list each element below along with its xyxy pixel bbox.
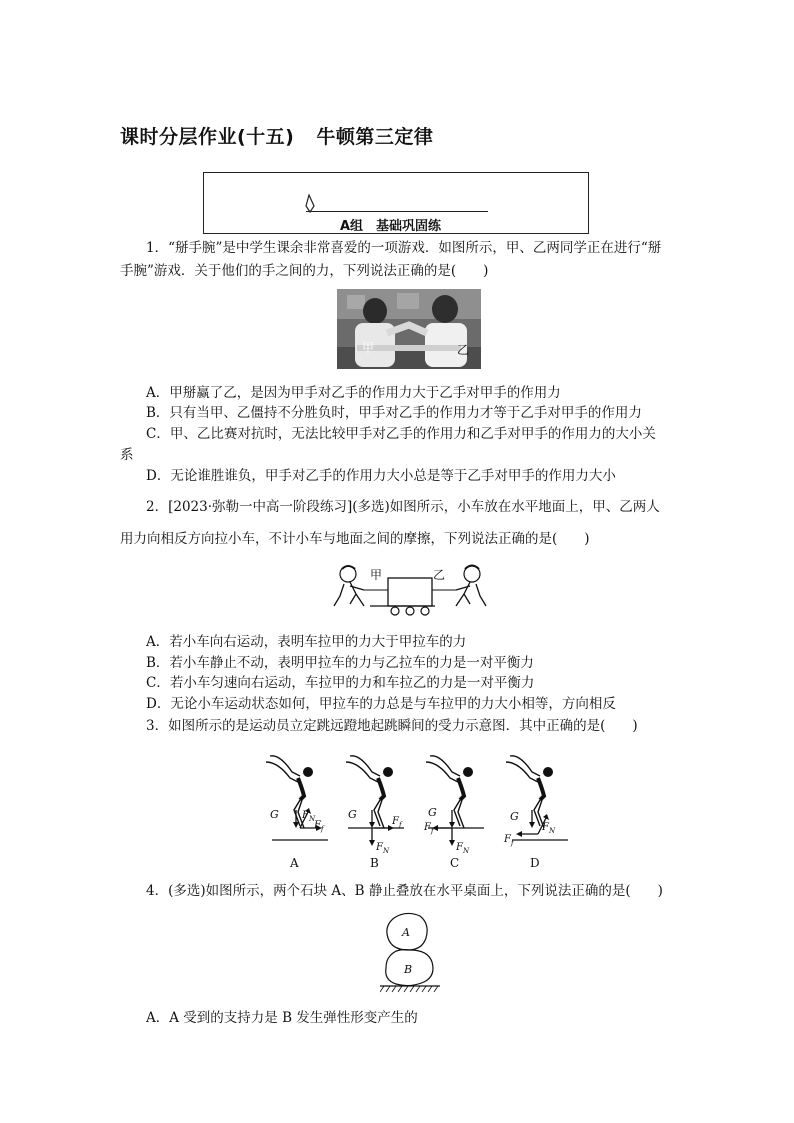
force-ff-d: $F_f$ xyxy=(504,834,514,847)
force-ff-c: $F_f$ xyxy=(424,822,434,835)
title-main: 课时分层作业(十五) xyxy=(120,126,295,148)
q2-option-b: B．若小车静止不动，表明甲拉车的力与乙拉车的力是一对平衡力 xyxy=(146,655,534,671)
force-fn-a: $F_N$ xyxy=(302,810,316,823)
jumper-figure-a xyxy=(262,752,332,872)
photo-label-yi: 乙 xyxy=(457,343,470,357)
cart-wheel-right xyxy=(421,607,429,615)
q3-line1: 3．如图所示的是运动员立定跳远蹬地起跳瞬间的受力示意图．其中正确的是( ) xyxy=(146,718,638,734)
q2-line1: 2．[2023·弥勒一中高一阶段练习](多选)如图所示，小车放在水平地面上，甲、乙两人 xyxy=(146,499,660,515)
jumper-label-c: C xyxy=(450,856,460,870)
stacked-stones-figure xyxy=(380,910,440,1000)
q1-option-a: A．甲掰赢了乙，是因为甲手对乙手的作用力大于乙手对甲手的作用力 xyxy=(146,385,561,401)
jumper-figure-c xyxy=(422,752,492,872)
page-title xyxy=(120,122,433,149)
force-fn-b: $F_N$ xyxy=(376,842,390,855)
q1-option-c-cont: 系 xyxy=(120,447,134,463)
q1-line1: 1．“掰手腕”是中学生课余非常喜爱的一项游戏．如图所示，甲、乙两同学正在进行“掰 xyxy=(146,240,662,256)
jumper-d-drawing xyxy=(502,752,572,847)
q1-option-b: B．只有当甲、乙僵持不分胜负时，甲手对乙手的作用力才等于乙手对甲手的作用力 xyxy=(146,405,642,421)
stone-label-b: B xyxy=(404,963,413,976)
stone-label-a: A xyxy=(402,926,410,939)
q1-line2: 手腕”游戏．关于他们的手之间的力，下列说法正确的是( ) xyxy=(120,263,489,279)
cart-label-yi: 乙 xyxy=(433,568,446,582)
jumper-label-a: A xyxy=(290,856,299,870)
q1-option-d: D．无论谁胜谁负，甲手对乙手的作用力大小总是等于乙手对甲手的作用力大小 xyxy=(146,468,616,484)
force-g-a: G xyxy=(270,808,279,821)
force-ff-b: $F_f$ xyxy=(392,816,402,829)
force-g-d: G xyxy=(510,810,519,823)
title-topic: 牛顿第三定律 xyxy=(316,126,434,148)
q2-option-a: A．若小车向右运动，表明车拉甲的力大于甲拉车的力 xyxy=(146,634,467,650)
cart-body xyxy=(388,578,432,606)
cart-wheel-left xyxy=(391,607,399,615)
force-g-c: G xyxy=(428,806,437,819)
jumper-figure-b xyxy=(342,752,412,872)
jumper-label-d: D xyxy=(530,856,540,870)
jumper-figures xyxy=(262,752,556,872)
q4-line1: 4．(多选)如图所示，两个石块 A、B 静止叠放在水平桌面上，下列说法正确的是( ) xyxy=(146,883,663,899)
q2-line2: 用力向相反方向拉小车，不计小车与地面之间的摩擦，下列说法正确的是( ) xyxy=(120,531,590,547)
q2-option-d: D．无论小车运动状态如何，甲拉车的力总是与车拉甲的力大小相等，方向相反 xyxy=(146,696,616,712)
q2-option-c: C．若小车匀速向右运动，车拉甲的力和车拉乙的力是一对平衡力 xyxy=(146,675,535,691)
cart-label-jia: 甲 xyxy=(370,568,383,582)
cart-pulling-figure xyxy=(330,560,490,618)
force-fn-c: $F_N$ xyxy=(456,842,470,855)
arm-wrestling-photo xyxy=(337,289,481,369)
group-header-rule xyxy=(306,211,488,212)
group-label: A组 基础巩固练 xyxy=(340,219,442,234)
photo-label-jia: 甲 xyxy=(362,341,375,355)
q4-option-a: A．A 受到的支持力是 B 发生弹性形变产生的 xyxy=(146,1010,418,1026)
jumper-figure-d xyxy=(502,752,572,872)
jumper-label-b: B xyxy=(370,856,379,870)
cart-wheel-mid xyxy=(406,607,414,615)
force-fn-d: $F_N$ xyxy=(542,822,556,835)
force-g-b: G xyxy=(348,808,357,821)
q1-option-c: C．甲、乙比赛对抗时，无法比较甲手对乙手的作用力和乙手对甲手的作用力的大小关 xyxy=(146,426,656,442)
force-ff-a: $F_f$ xyxy=(314,820,324,833)
